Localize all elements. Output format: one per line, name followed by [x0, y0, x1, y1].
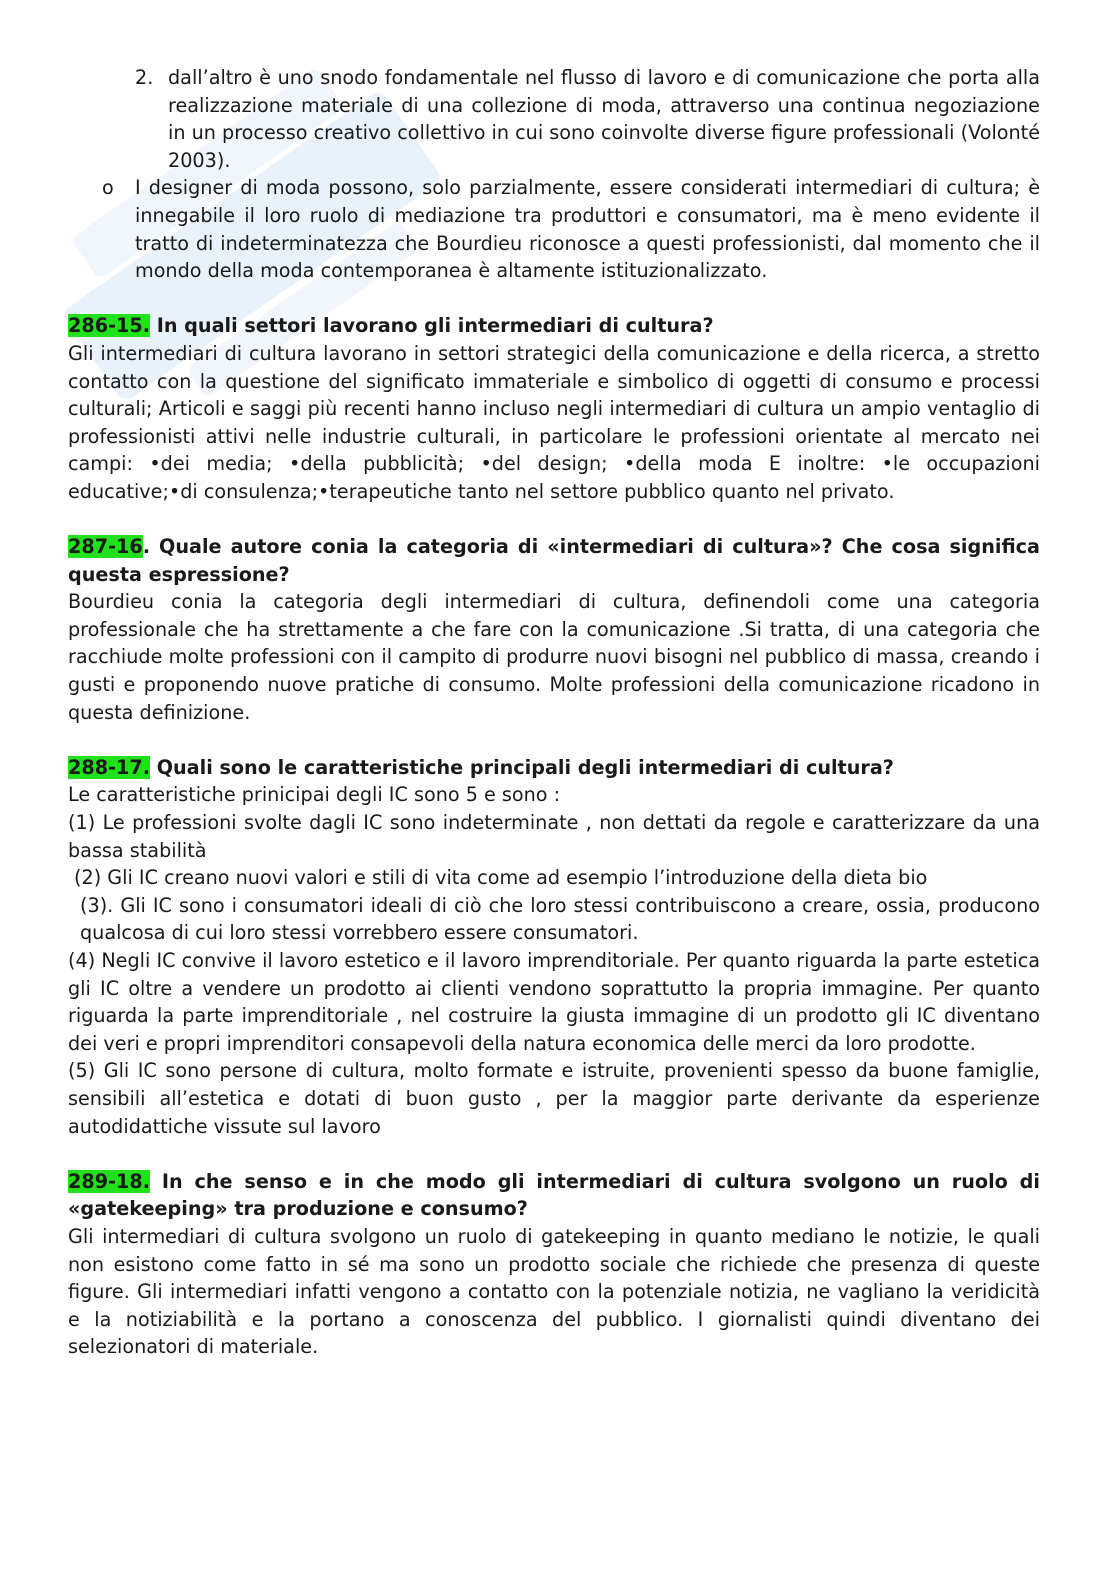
- question-code: 287-16: [68, 535, 143, 559]
- question-code: 288-17.: [68, 755, 151, 779]
- answer-intro: Le caratteristiche prinicipai degli IC sono 5 e sono :: [68, 783, 561, 807]
- list-item-2: [68, 64, 1040, 174]
- question-heading: [68, 312, 1040, 340]
- question-code: 289-18.: [68, 1169, 151, 1193]
- characteristic-4: (4) Negli IC convive il lavoro estetico e il lavoro imprenditoriale. Per quanto riguarda la parte estetica gli IC oltre a vendere un prodotto ai clienti vendono soprattutto la propria immagine. Per quanto riguarda la parte imprenditoriale , nel costruire la giusta immagine di un prodotto gli IC diventano dei veri e propri imprenditori consapevoli della natura economica delle merci da loro prodotte.: [68, 949, 1040, 1055]
- characteristic-3: (3). Gli IC sono i consumatori ideali di ciò che loro stessi contribuiscono a creare, ossia, producono qualcosa di cui loro stessi vorrebbero essere consumatori.: [80, 893, 1040, 945]
- question-title: In quali settori lavorano gli intermediari di cultura?: [150, 314, 714, 338]
- characteristic-5: (5) Gli IC sono persone di cultura, molto formate e istruite, provenienti spesso da buone famiglie, sensibili all’estetica e dotati di buon gusto , per la maggior parte derivante da esperienze autodidattiche vissute sul lavoro: [68, 1059, 1040, 1138]
- characteristic-2: (2) Gli IC creano nuovi valori e stili di vita come ad esempio l’introduzione della dieta bio: [74, 866, 928, 890]
- answer-paragraph: Gli intermediari di cultura lavorano in settori strategici della comunicazione e della ricerca, a stretto contatto con la questione del significato immateriale e simbolico di oggetti di consumo e processi culturali; Articoli e saggi più recenti hanno incluso negli intermediari di cultura un ampio ventaglio di professionisti attivi nelle industrie culturali, in particolare le professioni orientate al mercato nei campi: •dei media; •della pubblicità; •del design; •della moda E inoltre: •le occupazioni educative;•di consulenza;•terapeutiche tanto nel settore pubblico quanto nel privato.: [68, 341, 1040, 503]
- question-code: 286-15.: [68, 314, 151, 338]
- question-title: . Quale autore conia la categoria di «intermediari di cultura»? Che cosa significa questa espressione?: [68, 535, 1040, 586]
- bullet-item: [102, 174, 1040, 284]
- question-title: Quali sono le caratteristiche principali degli intermediari di cultura?: [150, 755, 894, 779]
- list-number: 2.: [135, 66, 154, 89]
- list-text: dall’altro è uno snodo fondamentale nel flusso di lavoro e di comunicazione che porta alla realizzazione materiale di una collezione di moda, attraverso una continua negoziazione in un processo creativo collettivo in cui sono coinvolte diverse figure professionali (Volonté 2003).: [168, 66, 1040, 172]
- question-heading: [68, 1168, 1040, 1223]
- characteristic-1: (1) Le professioni svolte dagli IC sono indeterminate , non dettati da regole e caratterizzare da una bassa stabilità: [68, 811, 1040, 862]
- question-heading: [68, 533, 1040, 588]
- document-page: [68, 64, 1040, 1361]
- answer-paragraph: Gli intermediari di cultura svolgono un ruolo di gatekeeping in quanto mediano le notizie, le quali non esistono come fatto in sé ma sono un prodotto sociale che richiede che presenza di queste figure. Gli intermediari infatti vengono a contatto con la potenziale notizia, ne vagliano la veridicità e la notiziabilità e la portano a conoscenza del pubblico. I giornalisti quindi diventano dei selezionatori di materiale.: [68, 1224, 1040, 1359]
- bullet-marker: o: [102, 176, 114, 200]
- answer-paragraph: Bourdieu conia la categoria degli intermediari di cultura, definendoli come una categoria professionale che ha strettamente a che fare con la comunicazione .Si tratta, di una categoria che racchiude molte professioni con il campito di produrre nuovi bisogni nel pubblico di massa, creando i gusti e proponendo nuove pratiche di consumo. Molte professioni della comunicazione ricadono in questa definizione.: [68, 590, 1040, 724]
- question-title: In che senso e in che modo gli intermediari di cultura svolgono un ruolo di «gatekeeping» tra produzione e consumo?: [68, 1169, 1040, 1221]
- bullet-text: I designer di moda possono, solo parzialmente, essere considerati intermediari di cultura; è innegabile il loro ruolo di mediazione tra produttori e consumatori, ma è meno evidente il tratto di indeterminatezza che Bourdieu riconosce a questi professionisti, dal momento che il mondo della moda contemporanea è altamente istituzionalizzato.: [135, 176, 1040, 283]
- question-heading: [68, 754, 1040, 782]
